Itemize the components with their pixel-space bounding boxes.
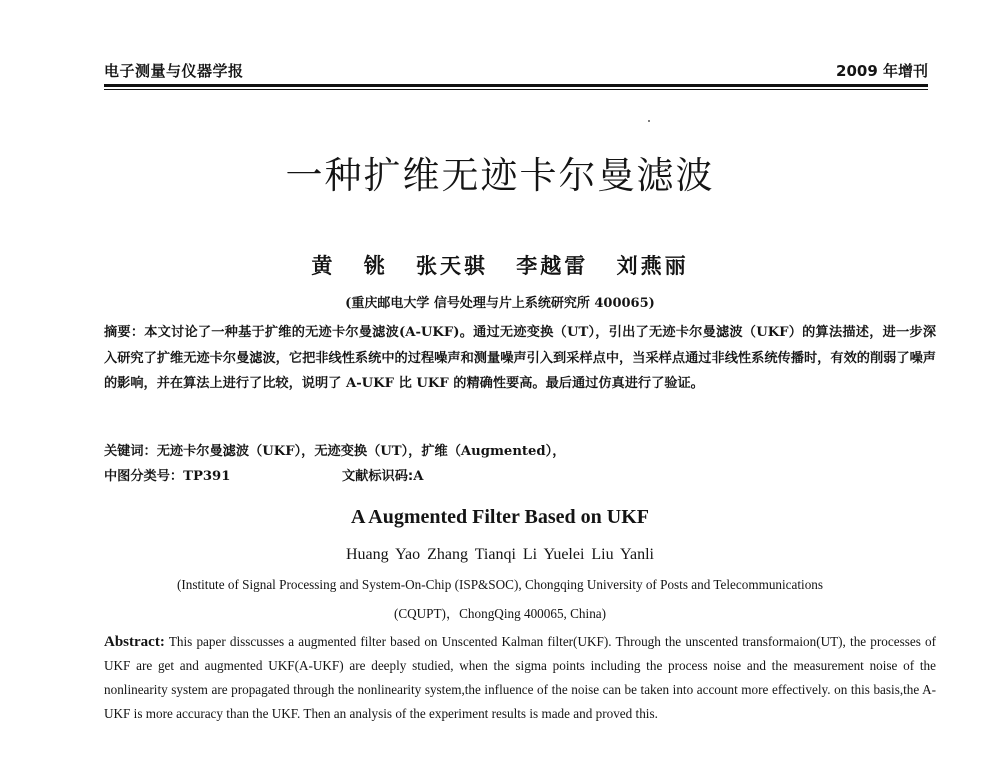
scan-speck xyxy=(648,120,650,122)
journal-name: 电子测量与仪器学报 xyxy=(104,62,244,80)
classification-label: 中图分类号： xyxy=(104,469,184,484)
authors-english: Huang Yao Zhang Tianqi Li Yuelei Liu Yanli xyxy=(346,546,654,563)
keywords-chinese-label: 关键词： xyxy=(104,444,157,459)
abstract-english-label: Abstract: xyxy=(104,634,165,650)
abstract-chinese-text: 本文讨论了一种基于扩维的无迹卡尔曼滤波(A-UKF)。通过无迹变换（UT），引出了无迹卡尔曼滤波（UKF）的算法描述，进一步深入研究了扩维无迹卡尔曼滤波，它把非线性系统中的过程噪声和测量噪声引入到采样点中，当采样点通过非线性系统传播时，有效的削弱了噪声的影响，并在算法上进行了比较，说明了 A-UKF 比 UKF 的精确性要高。最后通过仿真进行了验证。 xyxy=(104,325,937,391)
abstract-english xyxy=(104,630,936,726)
classification-number xyxy=(104,465,230,484)
header-rule-thick xyxy=(104,84,928,87)
abstract-english-text: This paper disscusses a augmented filter based on Unscented Kalman filter(UKF). Through the unscented transformaion(UT), the processes of UKF are get and augmented UKF(A-UKF) are deeply studied, when the sigma points including the process noise and the measurement noise of the nonlinearity system are propagated through the nonlinearity system,the influence of the noise can be taken into account more effectively. on this basis,the A-UKF is more accuracy than the UKF. Then an analysis of the experiment results is made and proved this. xyxy=(104,634,936,721)
classification-value: TP391 xyxy=(183,469,231,484)
running-header xyxy=(104,58,928,84)
abstract-chinese-label: 摘要： xyxy=(104,325,145,340)
abstract-chinese xyxy=(104,320,936,397)
title-chinese: 一种扩维无迹卡尔曼滤波 xyxy=(285,154,715,197)
affiliation-english-line2: (CQUPT)，ChongQing 400065, China) xyxy=(393,606,607,621)
title-english: A Augmented Filter Based on UKF xyxy=(351,506,649,528)
document-code-label: 文献标识码: xyxy=(342,469,414,484)
document-code-value: A xyxy=(413,469,424,484)
affiliation-english-line1: (Institute of Signal Processing and System-On-Chip (ISP&SOC), Chongqing University of Posts and Telecommunications xyxy=(176,577,824,592)
keywords-chinese-text: 无迹卡尔曼滤波（UKF），无迹变换（UT），扩维（Augmented）， xyxy=(156,444,566,459)
issue-label: 2009 年增刊 xyxy=(836,62,928,80)
authors-chinese: 黄 铫 张天骐 李越雷 刘燕丽 xyxy=(311,253,689,278)
header-rule-thin xyxy=(104,89,928,90)
affiliation-chinese: (重庆邮电大学 信号处理与片上系统研究所 400065) xyxy=(345,296,655,311)
document-code xyxy=(342,465,423,484)
keywords-chinese xyxy=(104,440,565,459)
